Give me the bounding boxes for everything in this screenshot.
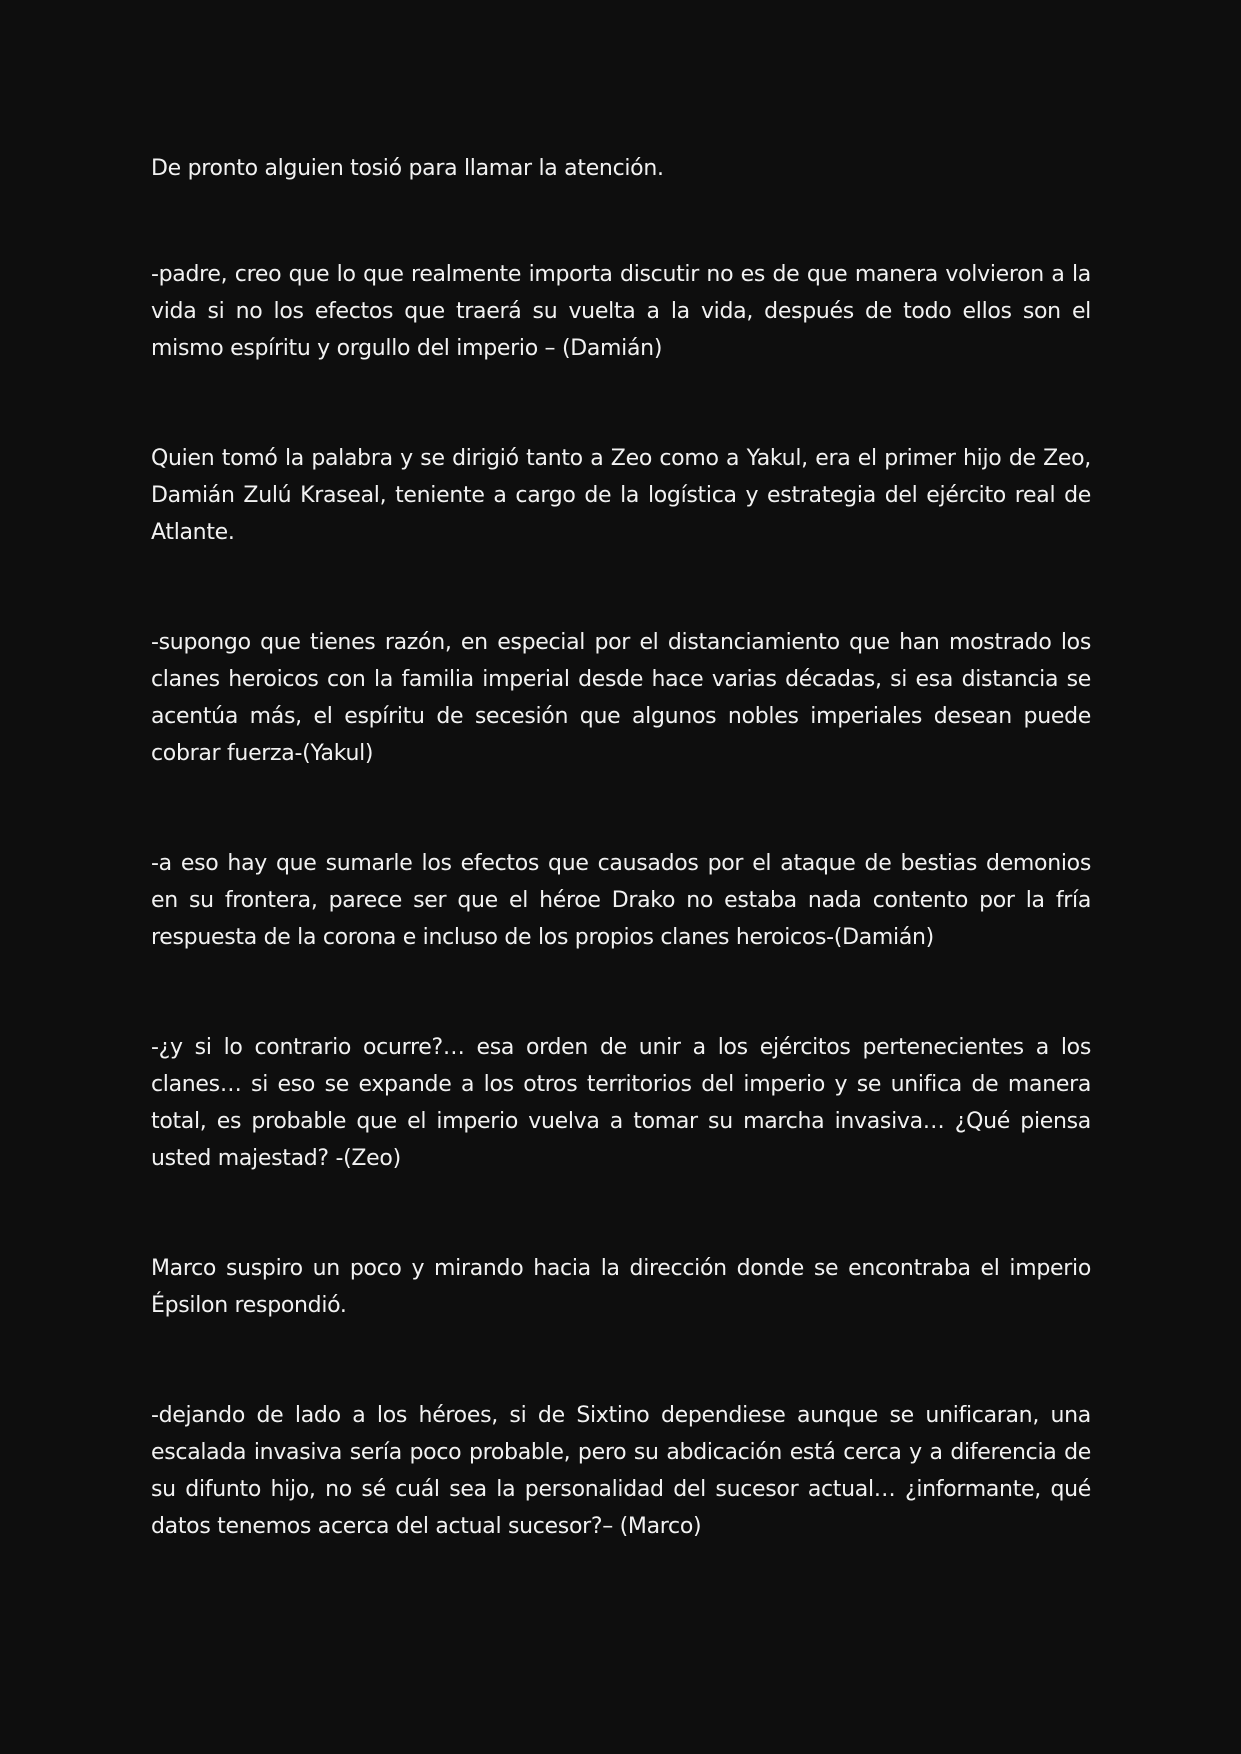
document-page: [151, 150, 1091, 1618]
dialogue-paragraph: -a eso hay que sumarle los efectos que causados por el ataque de bestias demonios en su frontera, parece ser que el héroe Drako no estaba nada contento por la fría respuesta de la corona e incluso de los propios clanes heroicos-(Damián): [151, 851, 1091, 950]
dialogue-paragraph: -dejando de lado a los héroes, si de Sixtino dependiese aunque se unificaran, una escalada invasiva sería poco probable, pero su abdicación está cerca y a diferencia de su difunto hijo, no sé cuál sea la personalidad del sucesor actual… ¿informante, qué datos tenemos acerca del actual sucesor?– (Marco): [151, 1403, 1091, 1539]
dialogue-paragraph: -¿y si lo contrario ocurre?… esa orden de unir a los ejércitos pertenecientes a los clanes… si eso se expande a los otros territorios del imperio y se unifica de manera total, es probable que el imperio vuelva a tomar su marcha invasiva… ¿Qué piensa usted majestad? -(Zeo): [151, 1035, 1091, 1171]
narration-paragraph: Marco suspiro un poco y mirando hacia la dirección donde se encontraba el imperio Épsilon respondió.: [151, 1256, 1091, 1318]
narration-paragraph: Quien tomó la palabra y se dirigió tanto a Zeo como a Yakul, era el primer hijo de Zeo, Damián Zulú Kraseal, teniente a cargo de la logística y estrategia del ejército real de Atlante.: [151, 446, 1091, 545]
dialogue-paragraph: -supongo que tienes razón, en especial por el distanciamiento que han mostrado los clanes heroicos con la familia imperial desde hace varias décadas, si esa distancia se acentúa más, el espíritu de secesión que algunos nobles imperiales desean puede cobrar fuerza-(Yakul): [151, 630, 1091, 766]
dialogue-paragraph: -padre, creo que lo que realmente importa discutir no es de que manera volvieron a la vida si no los efectos que traerá su vuelta a la vida, después de todo ellos son el mismo espíritu y orgullo del imperio – (Damián): [151, 262, 1091, 361]
narration-paragraph: De pronto alguien tosió para llamar la atención.: [151, 156, 664, 181]
